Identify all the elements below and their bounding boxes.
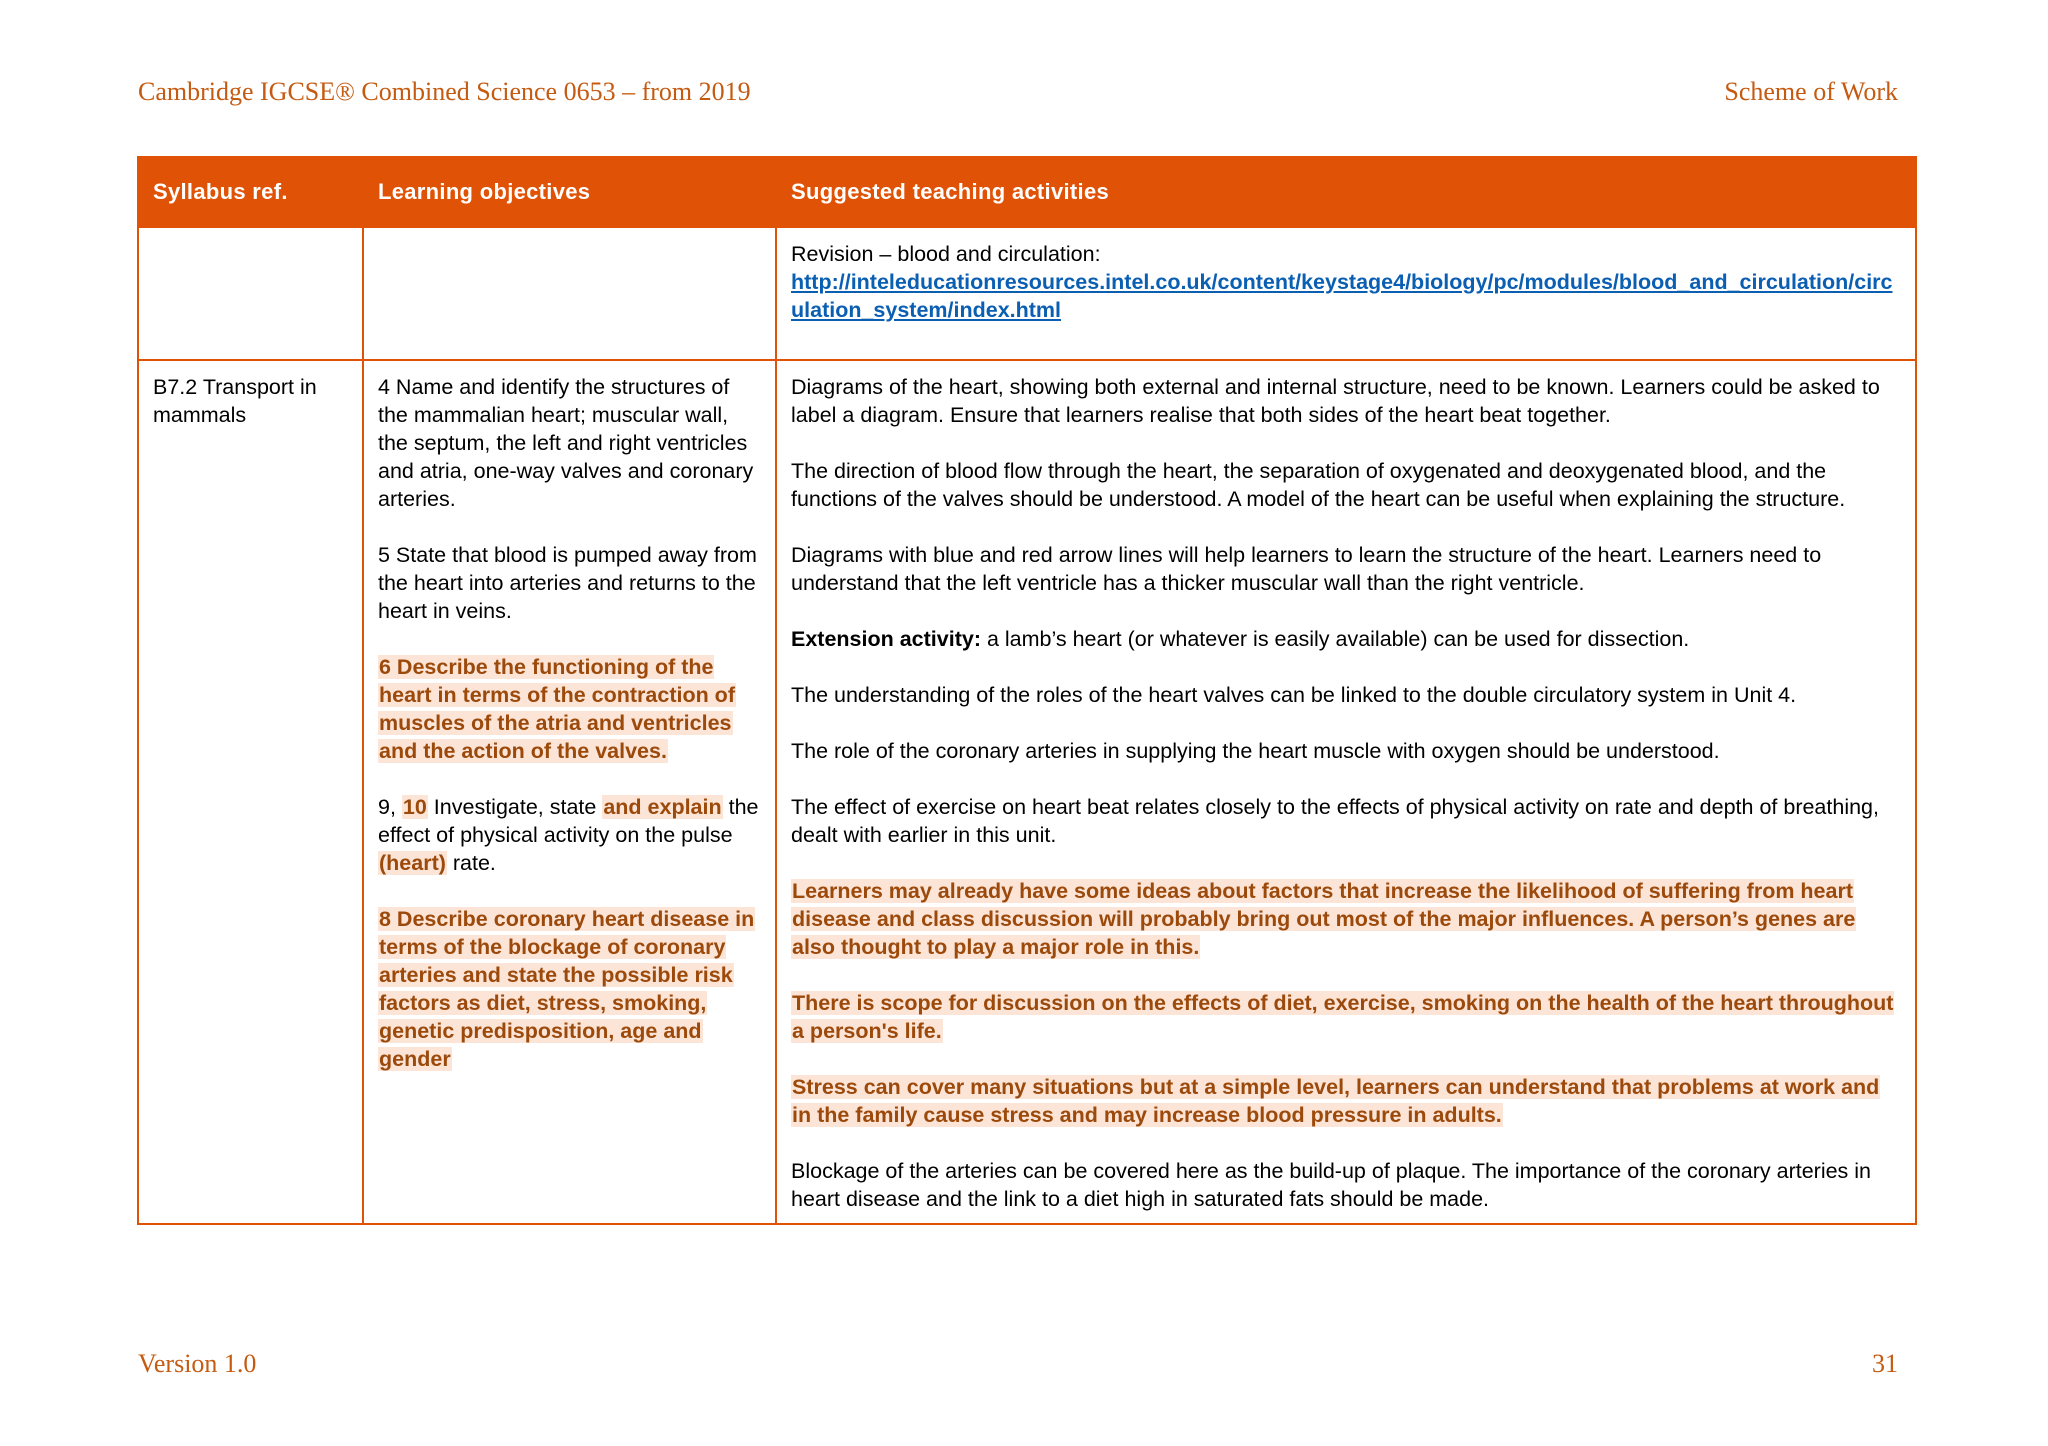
col-header-syllabus-ref: Syllabus ref.: [138, 157, 363, 227]
activity-highlight: There is scope for discussion on the effects of diet, exercise, smoking on the health of the heart throughout a person's life.: [792, 991, 1894, 1043]
activity-paragraph: Blockage of the arteries can be covered here as the build-up of plaque. The importance of the coronary arteries in heart disease and the link to a diet high in saturated fats should be made.: [791, 1159, 1872, 1211]
objective-4: 4 Name and identify the structures of the mammalian heart; muscular wall, the septum, the left and right ventricles and atria, one-way valves and coronary arteries.: [378, 375, 754, 511]
objective-8-highlight: 8 Describe coronary heart disease in terms of the blockage of coronary arteries and state the possible risk factors as diet, stress, smoking, genetic predisposition, age and gender: [379, 907, 755, 1071]
obj9-and-explain: and explain: [603, 795, 722, 819]
obj9-heart: (heart): [379, 851, 446, 875]
objective-6: [378, 653, 761, 765]
objective-5: 5 State that blood is pumped away from the heart into arteries and returns to the heart in veins.: [378, 543, 757, 623]
activity-paragraph: The effect of exercise on heart beat relates closely to the effects of physical activity on rate and depth of breathing, dealt with earlier in this unit.: [791, 795, 1879, 847]
activity-paragraph: The direction of blood flow through the heart, the separation of oxygenated and deoxygenated blood, and the functions of the valves should be understood. A model of the heart can be useful when explaining the structure.: [791, 459, 1846, 511]
extension-label: Extension activity:: [791, 627, 981, 651]
objective-8: [378, 905, 761, 1073]
obj9-part2: the effect of physical activity on the pulse: [378, 795, 759, 847]
obj9-part3: rate.: [446, 851, 496, 875]
scheme-of-work-table: [137, 156, 1917, 1225]
objectives-cell: [363, 360, 776, 1224]
table-header-row: [138, 157, 1916, 227]
activity-paragraph: The understanding of the roles of the heart valves can be linked to the double circulatory system in Unit 4.: [791, 683, 1797, 707]
activity-highlight: Stress can cover many situations but at a simple level, learners can understand that problems at work and in the family cause stress and may increase blood pressure in adults.: [792, 1075, 1880, 1127]
objective-9-10: [378, 793, 761, 877]
activities-cell: [776, 227, 1916, 360]
revision-text: Revision – blood and circulation:: [791, 242, 1101, 266]
activity-paragraph-highlighted: [791, 1073, 1901, 1129]
activity-highlight: Learners may already have some ideas about factors that increase the likelihood of suffering from heart disease and class discussion will probably bring out most of the major influences. A person’s genes are also thought to play a major role in this.: [792, 879, 1856, 959]
activity-paragraph: Diagrams with blue and red arrow lines will help learners to learn the structure of the heart. Learners need to understand that the left ventricle has a thicker muscular wall than the right ventricle.: [791, 543, 1822, 595]
syllabus-ref-cell: [138, 227, 363, 360]
col-header-teaching-activities: Suggested teaching activities: [776, 157, 1916, 227]
obj9-prefix: 9,: [378, 795, 402, 819]
objective-6-highlight: 6 Describe the functioning of the heart in terms of the contraction of muscles of the atria and ventricles and the action of the valves.: [379, 655, 735, 763]
activities-cell: [776, 360, 1916, 1224]
page-number: 31: [1872, 1349, 1898, 1378]
activity-paragraph: Diagrams of the heart, showing both external and internal structure, need to be known. Learners could be asked to label a diagram. Ensure that learners realise that both sides of the heart beat together.: [791, 375, 1880, 427]
extension-activity: [791, 625, 1901, 653]
table-row: [138, 227, 1916, 360]
syllabus-ref-cell: B7.2 Transport in mammals: [138, 360, 363, 1224]
activity-paragraph-highlighted: [791, 989, 1901, 1045]
activity-paragraph: The role of the coronary arteries in supplying the heart muscle with oxygen should be understood.: [791, 739, 1720, 763]
version-label: Version 1.0: [138, 1349, 257, 1378]
obj10-number: 10: [402, 795, 427, 819]
obj9-part1: Investigate, state: [427, 795, 603, 819]
revision-link[interactable]: http://inteleducationresources.intel.co.uk/content/keystage4/biology/pc/modules/blood_and_circulation/circulation_system/index.html: [791, 270, 1893, 322]
document-type: Scheme of Work: [1724, 77, 1898, 106]
document-title: Cambridge IGCSE® Combined Science 0653 – from 2019: [138, 77, 751, 106]
extension-text: a lamb’s heart (or whatever is easily available) can be used for dissection.: [980, 627, 1690, 651]
table-row: [138, 360, 1916, 1224]
objectives-cell: [363, 227, 776, 360]
activity-paragraph-highlighted: [791, 877, 1901, 961]
col-header-learning-objectives: Learning objectives: [363, 157, 776, 227]
